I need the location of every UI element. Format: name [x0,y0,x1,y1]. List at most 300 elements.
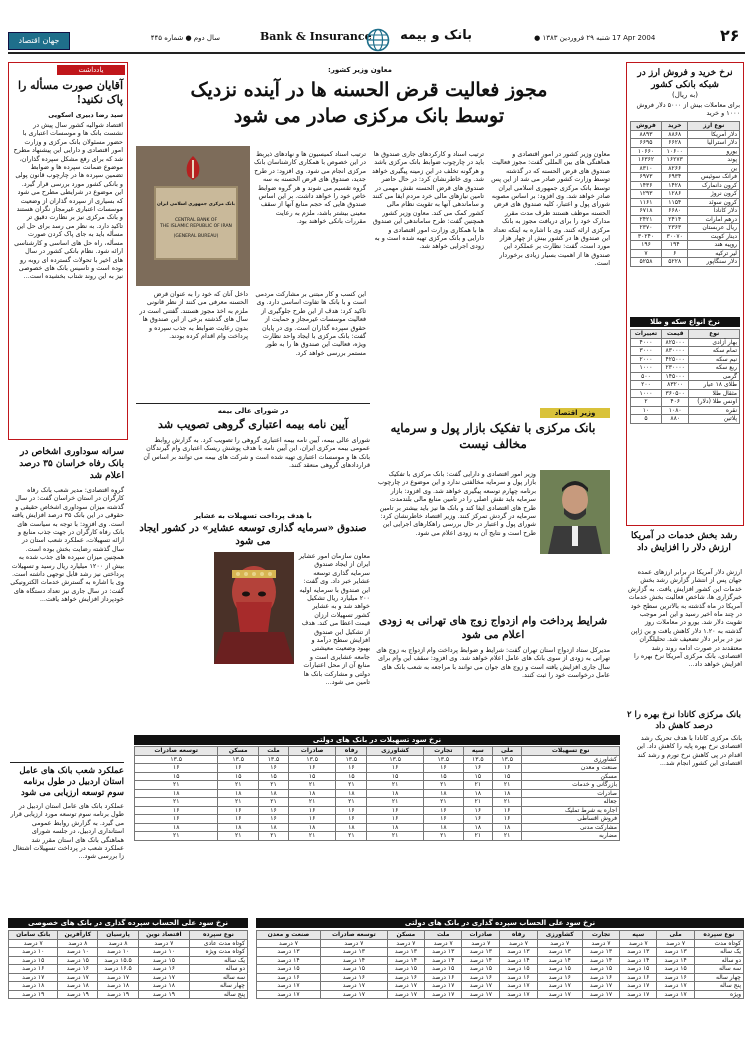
bank-plaque [154,186,238,260]
fx-row [631,147,740,156]
loan-header-cell: مسکن [218,747,259,756]
loan-cell: ۲۱ [463,798,492,807]
gold-cell: ۲ [631,398,662,407]
gov-cell: ۱۵ درصد [387,965,424,974]
insurance-title: آیین نامه بیمه اعتباری گروهی تصویب شد [158,418,348,431]
loan-cell: ۱۳.۵ [218,755,259,764]
gov-cell: ۱۵ درصد [257,965,321,974]
gov-header-cell: تجارت [582,931,619,940]
fx-box [626,62,744,526]
gov-row-label: ویژه [694,990,743,999]
gov-cell: ۷ درصد [257,939,321,948]
private-row [9,973,248,982]
private-table [8,930,248,999]
gold-row-label: پلاتین [689,415,740,424]
gov-header-cell: توسعه صادرات [320,931,387,940]
gov-cell: ۱۳ درصد [257,948,321,957]
fx-header-cell: فروش [631,122,662,131]
loan-cell: ۱۶ [423,764,463,773]
fx-row-label: فرانک سوئیس [688,173,740,182]
gov-cell: ۷ درصد [537,939,582,948]
loan-header-cell: صادرات [288,747,335,756]
loan-row-label: صادرات [522,789,620,798]
private-header-cell: نوع سپرده [189,931,247,940]
gov-cell: ۱۶ درصد [257,973,321,982]
private-row-label: چهار ساله [189,982,247,991]
fx-table [630,121,740,267]
gov-header-cell: مسکن [387,931,424,940]
gold-row-label: نقره [689,406,740,415]
fx-cell: ۸۳۱۰ [631,164,662,173]
fx-row-label: ین [688,164,740,173]
plaque-line-3: THE ISLAMIC REPUBLIC OF IRAN [160,224,232,229]
loan-cell: ۱۶ [288,764,335,773]
fx-cell: ۸۸۶۸ [661,130,688,139]
gov-cell: ۷ درصد [320,939,387,948]
loan-cell: ۲۱ [135,781,218,790]
loan-cell: ۱۵ [288,772,335,781]
gov-row-label: کوتاه مدت [694,939,743,948]
gov-row [257,948,744,957]
gold-row-label: تمام سکه [689,347,740,356]
minister-body: وزیر امور اقتصادی و دارایی گفت: بانک مرکزی با تفکیک بازار پول و سرمایه مخالفتی ندارد و این موضوع در چارچوب برنامه چهارم توسعه پیگیری خواهد شد. وی افزود: بازار سرمایه باید نقش اصلی را در تامین منابع مالی بلندمدت طرح های اقتصادی ایفا کند و بانک ها نیز باید بیشتر بر تامین سرمایه در گردش تمرکز کنند. وزیر اقتصاد خاطرنشان کرد: شورای پول و اعتبار در حال بررسی راهکارهای اجرایی این طرح است و نتایج آن به زودی اعلام می شود. [378,470,536,537]
private-row [9,939,248,948]
loan-header-cell: ملت [259,747,289,756]
gov-cell: ۷ درصد [620,939,657,948]
loan-cell: ۲۱ [259,781,289,790]
gold-cell: ۱۰۰۰ [631,389,662,398]
fx-row-label: روپیه هند [688,241,740,250]
central-bank-photo [136,146,250,286]
gov-cell: ۱۵ درصد [582,965,619,974]
loan-cell: ۱۶ [218,815,259,824]
private-cell: ۱۸ درصد [98,982,139,991]
left-divider [10,762,124,763]
private-cell: ۱۵ درصد [138,956,189,965]
fx-cell: ۸۸۹۳ [631,130,662,139]
loan-cell: ۱۸ [259,789,289,798]
loan-cell: ۲۱ [218,781,259,790]
private-row [9,982,248,991]
fx-row-label: دلار استرالیا [688,139,740,148]
loan-cell: ۱۸ [367,789,423,798]
loan-cell: ۲۱ [463,781,492,790]
loan-header-cell: توسعه صادرات [135,747,218,756]
private-row-label: کوتاه مدت ویژه [189,948,247,957]
gov-cell: ۱۳ درصد [387,948,424,957]
gold-cell: ۵۰۰ [631,372,662,381]
fx-cell: ۷ [631,249,662,258]
fx-title: نرخ خرید و فروش ارز در شبکه بانکی کشور [637,68,733,90]
private-row-label: سه ساله [189,973,247,982]
fx-row-label: یورو [688,147,740,156]
gov-table-wrap [256,930,744,999]
nomad-woman-photo [214,552,294,664]
gold-row [631,406,740,415]
gov-cell: ۱۳ درصد [500,948,537,957]
fx-row [631,241,740,250]
fund-title: صندوق «سرمایه گذاری توسعه عشایر» در کشور ایجاد می شود [139,523,367,547]
loan-cell: ۱۸ [288,823,335,832]
loan-cell: ۱۵ [336,772,367,781]
loan-cell: ۱۶ [367,815,423,824]
gold-row-label: طلای ۱۸ عیار [689,381,740,390]
fx-cell: ۲۳۶۳ [661,224,688,233]
loan-header-cell: رفاه [336,747,367,756]
loan-cell: ۱۶ [218,806,259,815]
loan-cell: ۱۶ [463,815,492,824]
gold-row [631,364,740,373]
fx-row [631,207,740,216]
canada-title: بانک مرکزی کانادا نرخ بهره را ۲ درصد کاهش داد [626,710,742,731]
private-cell: ۱۰ درصد [9,948,58,957]
gov-cell: ۱۴ درصد [387,956,424,965]
insurance-divider [136,403,370,404]
gov-cell: ۱۷ درصد [257,990,321,999]
date-en: 17 Apr 2004 [612,34,656,42]
loan-row [135,772,620,781]
loan-cell: ۱۶ [336,806,367,815]
gov-cell: ۱۷ درصد [387,990,424,999]
fx-row [631,130,740,139]
loan-cell: ۱۶ [336,815,367,824]
fx-cell: ۲۳۷۰ [631,224,662,233]
gov-row [257,956,744,965]
loan-header-cell: تجارت [423,747,463,756]
loan-cell: ۱۸ [423,823,463,832]
gold-row [631,381,740,390]
private-cell: ۱۷ درصد [98,973,139,982]
loan-cell: ۱۳.۵ [288,755,335,764]
gov-cell: ۱۷ درصد [582,990,619,999]
fx-cell: ۶۷۱۸ [631,207,662,216]
fx-row-label: دلار آمریکا [688,130,740,139]
fx-cell: ۶ [661,249,688,258]
loan-rate-table [134,746,620,841]
fx-row [631,181,740,190]
loan-cell: ۱۶ [423,806,463,815]
fx-row [631,190,740,199]
fx-cell: ۱۱۵۴ [661,198,688,207]
left-column-box [8,62,128,440]
gov-cell: ۷ درصد [462,939,500,948]
gold-row-label: اونس طلا (دلار) [689,398,740,407]
loan-cell: ۱۶ [492,764,521,773]
main-headline-1: مجوز فعالیت قرض الحسنه ها در آینده نزدیک [190,79,548,101]
loan-cell: ۱۶ [423,815,463,824]
fx-cell: ۱۶۳۶۲ [631,156,662,165]
dollar-title: رشد بخش خدمات در آمریکا ارزش دلار را افزایش داد [630,531,738,553]
section-fa: بانک و بیمه [400,28,472,43]
fx-row [631,232,740,241]
loan-cell: ۱۶ [135,764,218,773]
private-cell: ۱۷ درصد [138,973,189,982]
gold-cell: ۸۳۲۰۰ [661,381,689,390]
gov-header-cell: سپه [620,931,657,940]
loan-cell: ۲۱ [492,832,521,841]
gov-cell: ۱۳ درصد [425,948,462,957]
loan-cell: ۱۳.۵ [463,755,492,764]
fx-row-label: پوند [688,156,740,165]
left-story-1-body: گروه اقتصادی: مدیر شعب بانک رفاه کارگران در استان خراسان گفت: در سال گذشته میزان سوداوری اشخاص حقیقی و حقوقی در این بانک ۳۵ درصد افزایش یافته است. وی افزود: با توجه به سیاست های بانک رفاه کارگران در جهت جذب منابع و ارائه تسهیلات، عملکرد شعب استان در سال گذشته رضایت بخش بوده است. همچنین میزان سپرده های جذب شده به بیش از ۱۲۰۰ میلیارد ریال رسید و تسهیلات پرداختی نیز رشد قابل توجهی داشته است. وی با اشاره به گسترش خدمات الکترونیکی گفت: در سال جاری نیز تعداد دستگاه های خودپرداز افزایش خواهد یافت... [10,486,124,604]
private-header-cell: بانک سامان [9,931,58,940]
gold-cell: ۱۰ [631,406,662,415]
private-row [9,956,248,965]
loan-row-label: کشاورزی [522,755,620,764]
gold-row [631,389,740,398]
gov-table-title: نرخ سود علی الحساب سپرده گذاری در بانک های دولتی [256,918,744,928]
fx-row-label: درهم امارات [688,215,740,224]
gov-cell: ۱۳ درصد [320,948,387,957]
loan-row [135,806,620,815]
loan-cell: ۲۱ [367,798,423,807]
gold-row [631,347,740,356]
gov-cell: ۱۳ درصد [657,948,694,957]
left-story-2-title: عملکرد شعب بانک های عامل استان اردبیل در طول برنامه سوم توسعه ارزیابی می شود [19,766,124,798]
fx-row [631,258,740,267]
loan-cell: ۱۸ [288,789,335,798]
gov-cell: ۱۴ درصد [620,956,657,965]
loan-row [135,764,620,773]
loan-cell: ۱۵ [367,772,423,781]
loan-cell: ۱۸ [218,823,259,832]
dollar-body: ارزش دلار آمریکا در برابر ارزهای عمده جهان پس از انتشار گزارش رشد بخش خدمات این کشور افزایش یافت. به گزارش خبرگزاری ها، شاخص فعالیت بخش خدمات آمریکا در ماه گذشته به بالاترین سطح خود در چند ماه اخیر رسید و این امر موجب تقویت دلار شد. یورو در معاملات روز گذشته به ۱.۲۰ دلار کاهش یافت و ین ژاپن نیز در برابر دلار تضعیف شد. تحلیلگران معتقدند در صورت ادامه روند رشد اقتصادی، بانک مرکزی آمریکا نرخ بهره را افزایش خواهد داد... [627,568,742,669]
loan-header-cell: نوع تسهیلات [522,747,620,756]
gold-cell: ۲۰۰۰ [631,355,662,364]
gold-header-cell: نوع [689,330,740,339]
private-header-cell: پارسیان [98,931,139,940]
loan-cell: ۱۶ [288,815,335,824]
fx-cell: ۱۴۳۶ [631,181,662,190]
fx-row [631,164,740,173]
marriage-body: مدیرکل ستاد ازدواج استان تهران گفت: شرایط و ضوابط پرداخت وام ازدواج به زوج های تهرانی به زودی از سوی بانک های عامل اعلام خواهد شد. وی افزود: سقف این وام برای سال جاری افزایش یافته است و زوج های جوان می توانند با مراجعه به شعب بانک های عامل درخواست خود را ثبت کنند. [376,646,610,680]
loan-cell: ۲۱ [367,832,423,841]
gov-row-label: سه ساله [694,965,743,974]
private-row [9,948,248,957]
loan-cell: ۱۸ [492,789,521,798]
private-row-label: دو ساله [189,965,247,974]
loan-cell: ۲۱ [259,798,289,807]
fx-cell: ۸۲۶۶ [661,164,688,173]
loan-row-label: مضاربه [522,832,620,841]
loan-cell: ۱۶ [259,764,289,773]
loan-cell: ۱۵ [135,772,218,781]
fx-cell: ۵۲۲۸ [661,258,688,267]
loan-header-cell: سپه [463,747,492,756]
main-col-c: ترتیب اسناد کمیسیون ها و نهادهای ذیربط در این خصوص با همکاری کارشناسان بانک مرکزی انجام می شود. وی افزود: در طرح جدید، صندوق های قرض الحسنه به سه گروه تقسیم می شوند و هر گروه ضوابط خاص خود را خواهد داشت. بر این اساس صندوق هایی که حجم منابع آنها از سقف معینی بیشتر باشد، ملزم به رعایت مقررات بانکی خواهند بود. [254,150,366,226]
loan-cell: ۱۵ [259,772,289,781]
gov-cell: ۱۶ درصد [620,973,657,982]
fx-note: برای معاملات بیش از ۵۰۰۰ دلار فروش ۱۰۰۰ و خرید [636,101,740,118]
loan-cell: ۲۱ [288,798,335,807]
gold-table-wrap [630,329,740,424]
loan-row-label: بازرگانی و خدمات [522,781,620,790]
gold-cell: ۱۴۵۰۰۰ [661,372,689,381]
loan-cell: ۱۳.۵ [135,755,218,764]
loan-cell: ۲۱ [336,832,367,841]
loan-cell: ۱۶ [288,806,335,815]
private-table-wrap [8,930,248,999]
private-cell: ۱۷ درصد [58,973,98,982]
gov-header-cell: صنعت و معدن [257,931,321,940]
gov-cell: ۱۵ درصد [537,965,582,974]
date-fa: شنبه ۲۹ فروردین ۱۳۸۳ ● [534,34,610,42]
gov-cell: ۷ درصد [425,939,462,948]
gold-row-label: بهار آزادی [689,338,740,347]
loan-cell: ۲۱ [259,832,289,841]
loan-cell: ۱۳.۵ [423,755,463,764]
gov-cell: ۱۴ درصد [537,956,582,965]
gov-cell: ۷ درصد [657,939,694,948]
private-cell: ۱۹ درصد [98,990,139,999]
gov-cell: ۱۷ درصد [657,990,694,999]
loan-cell: ۱۶ [135,806,218,815]
gov-row-label: پنج ساله [694,982,743,991]
private-cell: ۱۸ درصد [58,982,98,991]
main-col-b: ترتیب اسناد و کارکردهای جاری صندوق ها باید در چارچوب ضوابط بانک مرکزی باشد و هرگونه تخلف در این زمینه پیگیری خواهد شد. وی خاطرنشان کرد: در حال حاضر صندوق های قرض الحسنه نقش مهمی در تامین نیازهای مالی خرد مردم ایفا می کنند و ساماندهی آنها به تقویت نظام مالی کشور کمک می کند. معاون وزیر کشور همچنین گفت: طرح ساماندهی این صندوق ها با همکاری وزارت امور اقتصادی و دارایی و بانک مرکزی تهیه شده است و به زودی اجرایی خواهد شد. [372,150,484,251]
gov-row [257,965,744,974]
header-rule [8,52,745,54]
gov-cell: ۱۷ درصد [425,990,462,999]
private-cell: ۱۰ درصد [58,948,98,957]
plaque-line-4: (GENERAL BUREAU) [173,234,219,239]
private-cell: ۷ درصد [9,939,58,948]
private-cell: ۱۵.۵ درصد [98,956,139,965]
gov-cell: ۱۵ درصد [500,965,537,974]
fx-row [631,139,740,148]
gov-cell: ۱۷ درصد [620,982,657,991]
private-cell: ۱۶ درصد [138,965,189,974]
loan-header-cell: کشاورزی [367,747,423,756]
fx-cell: ۱۰۶۶۰ [631,147,662,156]
loan-cell: ۱۸ [492,823,521,832]
private-cell: ۱۶ درصد [58,965,98,974]
loan-cell: ۲۱ [423,832,463,841]
minister-title: بانک مرکزی با تفکیک بازار پول و سرمایه مخالف نیست [390,421,596,451]
loan-cell: ۱۸ [336,823,367,832]
gov-cell: ۱۷ درصد [320,982,387,991]
fx-row-label: ریال عربستان [688,224,740,233]
gold-row-label: نیم سکه [689,355,740,364]
insurance-kicker: در شورای عالی بیمه [217,407,289,415]
loan-cell: ۱۸ [218,789,259,798]
fx-cell: ۶۶۸۰ [661,207,688,216]
gov-cell: ۷ درصد [387,939,424,948]
loan-cell: ۱۶ [492,806,521,815]
loan-cell: ۲۱ [218,798,259,807]
gov-cell: ۱۷ درصد [500,990,537,999]
fx-row-label: کرون سوئد [688,198,740,207]
private-cell: ۱۷ درصد [9,973,58,982]
loan-cell: ۲۱ [336,781,367,790]
loan-cell: ۱۵ [463,772,492,781]
private-cell: ۱۹ درصد [9,990,58,999]
private-cell: ۱۸ درصد [9,982,58,991]
fx-row [631,215,740,224]
private-cell: ۱۰ درصد [98,948,139,957]
gold-cell: ۸۸۰ [661,415,689,424]
gov-cell: ۱۴ درصد [320,956,387,965]
loan-cell: ۲۱ [423,798,463,807]
fx-cell: ۶۶۹۵ [631,139,662,148]
gold-cell: ۴۰۰۰ [631,338,662,347]
fx-subtitle: (به ریال) [672,91,698,99]
private-header-cell: اقتصاد نوین [138,931,189,940]
gov-cell: ۱۵ درصد [462,965,500,974]
gov-cell: ۷ درصد [582,939,619,948]
fx-cell: ۱۲۸۶ [661,190,688,199]
fx-row-label: کرون نروژ [688,190,740,199]
loan-rate-table-wrap [134,746,620,841]
fx-cell: ۱۲۹۳ [631,190,662,199]
main-col-d: این کسب و کار مبتنی بر مشارکت مردمی است و با بانک ها تفاوت اساسی دارد. وی تاکید کرد: هدف از این طرح جلوگیری از فعالیت موسسات غیرمجاز و حمایت از حقوق سپرده گذاران است. وی در پایان گفت: بانک مرکزی با ایجاد واحد نظارت ویژه، فعالیت این صندوق ها را به طور مستمر بررسی خواهد کرد. [255,290,366,357]
loan-cell: ۱۶ [367,806,423,815]
gov-cell: ۱۵ درصد [620,965,657,974]
private-row [9,965,248,974]
gov-row [257,982,744,991]
gold-cell: ۲۰۰ [631,381,662,390]
gold-cell: ۴۰۶ [661,398,689,407]
loan-cell: ۱۸ [336,789,367,798]
loan-cell: ۱۳.۵ [336,755,367,764]
loan-cell: ۱۶ [463,764,492,773]
fx-cell: ۳۰۰۷۰ [661,232,688,241]
left-story-2-body: عملکرد بانک های عامل استان اردبیل در طول برنامه سوم توسعه مورد ارزیابی قرار می گیرد. به گزارش روابط عمومی استانداری اردبیل، در جلسه شورای هماهنگی بانک های استان مقرر شد عملکرد شعب در پرداخت تسهیلات اشتغال زا بررسی شود... [10,802,124,861]
gov-cell: ۱۳ درصد [620,948,657,957]
private-cell: ۱۹ درصد [58,990,98,999]
gov-header-cell: کشاورزی [537,931,582,940]
gov-cell: ۱۷ درصد [425,982,462,991]
gov-header-cell: نوع سپرده [694,931,743,940]
fx-row [631,198,740,207]
gov-header-cell: رفاه [500,931,537,940]
fx-cell: ۵۲۵۸ [631,258,662,267]
fx-cell: ۶۶۲۸ [661,139,688,148]
private-cell: ۱۶ درصد [9,965,58,974]
fx-row [631,156,740,165]
gov-cell: ۷ درصد [500,939,537,948]
issue-info: سال دوم ● شماره ۴۴۵ [150,34,220,42]
loan-cell: ۱۸ [135,789,218,798]
fx-row-label: دلار سنگاپور [688,258,740,267]
loan-row [135,789,620,798]
fx-row-label: کرون دانمارک [688,181,740,190]
fx-row-label: دینار کویت [688,232,740,241]
fx-cell: ۱۴۲۸ [661,181,688,190]
loan-cell: ۲۱ [423,781,463,790]
loan-row [135,755,620,764]
gov-cell: ۱۷ درصد [387,982,424,991]
private-cell: ۱۰ درصد [138,948,189,957]
gov-cell: ۱۷ درصد [462,990,500,999]
gov-cell: ۱۴ درصد [657,956,694,965]
gold-cell: ۸۳۰۰۰۰ [661,347,689,356]
loan-cell: ۲۱ [492,798,521,807]
gold-cell: ۱۰۸۰ [661,406,689,415]
private-row [9,990,248,999]
loan-cell: ۲۱ [218,832,259,841]
loan-cell: ۱۶ [218,764,259,773]
column-tag: یادداشت [57,65,125,75]
left-story-1-title: سرانه سوداوری اشخاص در بانک رفاه خراسان ۳۵ درصد اعلام شد [19,447,124,481]
minister-photo [540,470,610,554]
gov-row-label: چهار ساله [694,973,743,982]
fx-row [631,249,740,258]
gov-cell: ۱۶ درصد [582,973,619,982]
fund-kicker: با هدف پرداخت تسهیلات به عشایر [194,512,312,520]
fx-cell: ۶۹۳۴ [661,173,688,182]
loan-cell: ۱۶ [135,815,218,824]
